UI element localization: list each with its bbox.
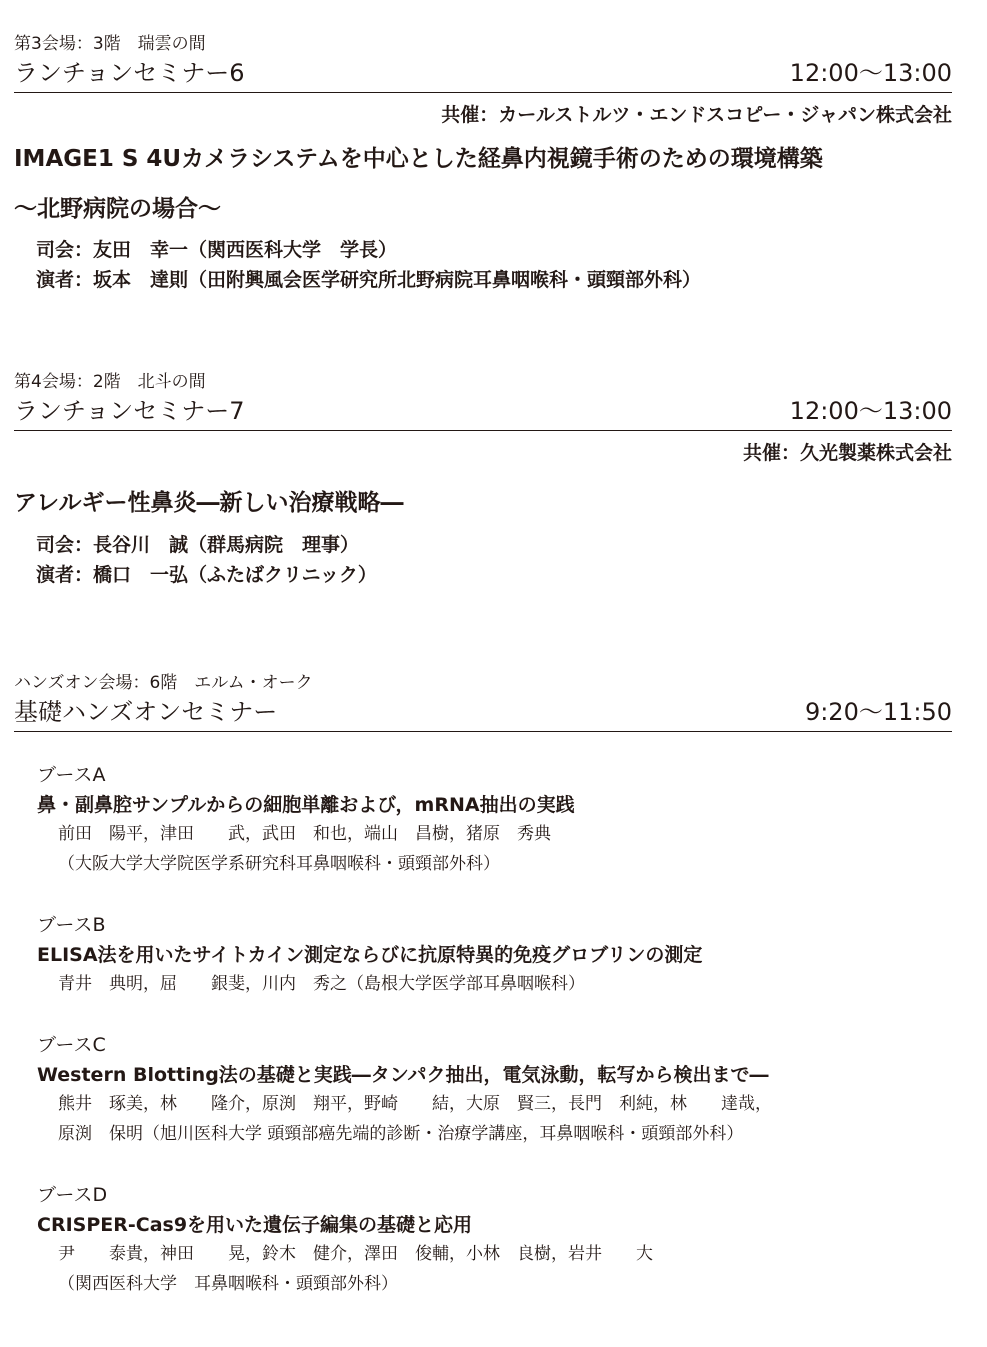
topic-title: アレルギー性鼻炎―新しい治療戦略― [14,490,404,516]
chair-line: 司会：友田 幸一（関西医科大学 学長） [36,239,398,261]
venue-label: 第3会場：3階 瑞雲の間 [14,34,206,54]
booth-presenters: 熊井 琢美，林 隆介，原渕 翔平，野崎 結，大原 賢三，長門 利純，林 達哉， [58,1094,772,1114]
booth-topic: CRISPER-Cas9を用いた遺伝子編集の基礎と応用 [37,1214,473,1236]
booth-affiliation: （関西医科大学 耳鼻咽喉科・頭頸部外科） [58,1274,398,1294]
venue-label: ハンズオン会場：6階 エルム・オーク [14,673,313,693]
session-time: 12:00～13:00 [789,59,952,87]
booth-a [37,762,937,879]
topic-subtitle: ～北野病院の場合～ [14,196,221,222]
session-luncheon-6 [14,34,952,295]
booth-c [37,1032,937,1149]
booth-presenters: 尹 泰貴，神田 晃，鈴木 健介，澤田 俊輔，小林 良樹，岩井 大 [58,1244,653,1264]
booth-name: ブースB [37,914,106,936]
session-title: 基礎ハンズオンセミナー [14,698,278,726]
session-title: ランチョンセミナー6 [14,59,245,87]
booth-affiliation: 原渕 保明（旭川医科大学 頭頸部癌先端的診断・治療学講座，耳鼻咽喉科・頭頸部外科） [58,1124,744,1144]
session-header [14,396,952,431]
booth-name: ブースC [37,1034,106,1056]
session-header [14,58,952,93]
chair-line: 司会：長谷川 誠（群馬病院 理事） [36,534,360,556]
speaker-line: 演者：橋口 一弘（ふたばクリニック） [36,564,377,586]
booth-name: ブースD [37,1184,108,1206]
session-title: ランチョンセミナー7 [14,397,245,425]
booth-presenters: 前田 陽平，津田 武，武田 和也，端山 昌樹，猪原 秀典 [58,824,551,844]
booth-affiliation: （大阪大学大学院医学系研究科耳鼻咽喉科・頭頸部外科） [58,854,500,874]
booth-topic: ELISA法を用いたサイトカイン測定ならびに抗原特異的免疫グロブリンの測定 [37,944,703,966]
session-time: 12:00～13:00 [789,397,952,425]
sponsor-line: 共催：カールストルツ・エンドスコピー・ジャパン株式会社 [441,104,952,126]
session-luncheon-7 [14,372,952,590]
venue-label: 第4会場：2階 北斗の間 [14,372,206,392]
booth-b [37,912,937,999]
session-hands-on [14,673,952,732]
topic-title: IMAGE1 S 4Uカメラシステムを中心とした経鼻内視鏡手術のための環境構築 [14,146,823,172]
session-time: 9:20～11:50 [804,698,952,726]
sponsor-line: 共催：久光製薬株式会社 [742,442,952,464]
booth-topic: 鼻・副鼻腔サンプルからの細胞単離および，mRNA抽出の実践 [37,794,575,816]
speaker-line: 演者：坂本 達則（田附興風会医学研究所北野病院耳鼻咽喉科・頭頸部外科） [36,269,702,291]
booth-name: ブースA [37,764,106,786]
booth-topic: Western Blotting法の基礎と実践―タンパク抽出，電気泳動，転写から検出まで― [37,1064,769,1086]
session-header [14,697,952,732]
booth-presenters: 青井 典明，屈 銀斐，川内 秀之（島根大学医学部耳鼻咽喉科） [58,974,585,994]
booth-d [37,1182,937,1299]
